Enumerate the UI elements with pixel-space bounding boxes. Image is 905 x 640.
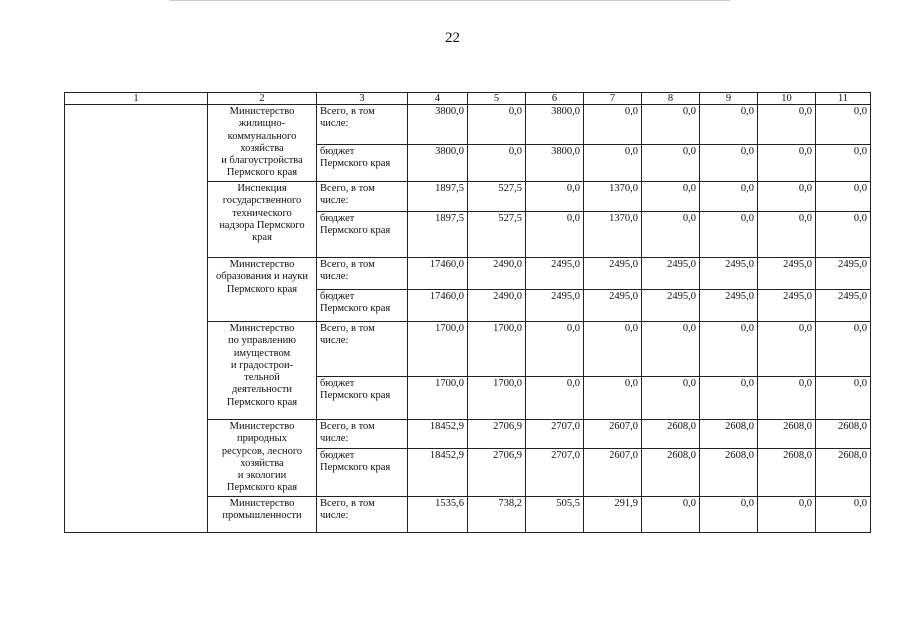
- column-header-7: 7: [584, 93, 642, 105]
- value-cell-col-7: 291,9: [584, 496, 642, 532]
- value-cell-col-10: 0,0: [758, 496, 816, 532]
- column-header-11: 11: [816, 93, 871, 105]
- value-cell-col-8: 2608,0: [642, 449, 700, 497]
- funding-type-cell: бюджет Пермского края: [317, 145, 408, 182]
- value-cell-col-8: 0,0: [642, 496, 700, 532]
- organization-name-line: Министерство: [229, 497, 295, 509]
- organization-name-cell: [208, 496, 317, 532]
- value-cell-col-7: 0,0: [584, 145, 642, 182]
- organization-name-line: промышленности: [222, 510, 302, 522]
- value-cell-col-4: 17460,0: [408, 290, 468, 322]
- organization-name-line: и благоустройства: [221, 155, 303, 167]
- value-cell-col-5: 1700,0: [468, 377, 526, 420]
- value-cell-col-4: 1897,5: [408, 212, 468, 258]
- organization-name-line: природных: [237, 433, 287, 445]
- organization-name-line: по управлению: [227, 335, 297, 347]
- value-cell-col-10: 0,0: [758, 105, 816, 145]
- value-cell-col-6: 2707,0: [526, 420, 584, 449]
- organization-name-line: Пермского края: [226, 167, 298, 179]
- organization-name-line: Министерство: [229, 421, 295, 432]
- column-header-4: 4: [408, 93, 468, 105]
- value-cell-col-4: 1897,5: [408, 182, 468, 212]
- value-cell-col-5: 527,5: [468, 182, 526, 212]
- value-cell-col-11: 0,0: [816, 145, 871, 182]
- value-cell-col-9: 0,0: [700, 105, 758, 145]
- value-cell-col-11: 0,0: [816, 496, 871, 532]
- value-cell-col-7: 0,0: [584, 105, 642, 145]
- organization-name-cell: [208, 258, 317, 322]
- organization-name-line: Инспекция: [237, 183, 287, 194]
- value-cell-col-8: 0,0: [642, 182, 700, 212]
- value-cell-col-6: 0,0: [526, 322, 584, 377]
- organization-name-line: государственного: [222, 195, 302, 207]
- column-header-10: 10: [758, 93, 816, 105]
- value-cell-col-5: 0,0: [468, 105, 526, 145]
- organization-name-cell: [208, 182, 317, 258]
- value-cell-col-11: 0,0: [816, 212, 871, 258]
- organization-name-line: хозяйства: [240, 457, 284, 469]
- value-cell-col-11: 0,0: [816, 182, 871, 212]
- value-cell-col-8: 2495,0: [642, 258, 700, 290]
- value-cell-col-9: 2495,0: [700, 290, 758, 322]
- organization-name-line: коммунального: [227, 130, 297, 142]
- column-header-2: 2: [208, 93, 317, 105]
- table-row: [65, 105, 871, 145]
- value-cell-col-4: 3800,0: [408, 105, 468, 145]
- value-cell-col-6: 505,5: [526, 496, 584, 532]
- value-cell-col-5: 1700,0: [468, 322, 526, 377]
- value-cell-col-10: 2608,0: [758, 449, 816, 497]
- column-header-3: 3: [317, 93, 408, 105]
- value-cell-col-10: 0,0: [758, 212, 816, 258]
- funding-type-cell: Всего, в том числе:: [317, 105, 408, 145]
- organization-name-line: Пермского края: [226, 482, 298, 494]
- value-cell-col-9: 0,0: [700, 496, 758, 532]
- organization-name-line: тельной: [244, 372, 280, 384]
- funding-type-cell: бюджет Пермского края: [317, 212, 408, 258]
- organization-name-line: и экологии: [237, 470, 287, 482]
- value-cell-col-8: 0,0: [642, 105, 700, 145]
- value-cell-col-10: 0,0: [758, 182, 816, 212]
- value-cell-col-4: 1700,0: [408, 322, 468, 377]
- value-cell-col-8: 2495,0: [642, 290, 700, 322]
- organization-name-line: ресурсов, лесного: [221, 445, 303, 457]
- column-1-cell: [65, 105, 208, 533]
- value-cell-col-6: 0,0: [526, 212, 584, 258]
- page-number: 22: [445, 30, 460, 46]
- value-cell-col-5: 2490,0: [468, 258, 526, 290]
- organization-name-cell: [208, 322, 317, 420]
- value-cell-col-6: 3800,0: [526, 105, 584, 145]
- value-cell-col-6: 0,0: [526, 182, 584, 212]
- value-cell-col-4: 18452,9: [408, 420, 468, 449]
- funding-type-cell: Всего, в том числе:: [317, 182, 408, 212]
- value-cell-col-7: 2607,0: [584, 420, 642, 449]
- value-cell-col-11: 2608,0: [816, 449, 871, 497]
- organization-name-line: хозяйства: [240, 142, 284, 154]
- value-cell-col-9: 2495,0: [700, 258, 758, 290]
- value-cell-col-8: 0,0: [642, 322, 700, 377]
- organization-name-line: жилищно-: [238, 118, 286, 130]
- value-cell-col-5: 0,0: [468, 145, 526, 182]
- value-cell-col-5: 2706,9: [468, 449, 526, 497]
- value-cell-col-6: 2707,0: [526, 449, 584, 497]
- value-cell-col-8: 0,0: [642, 145, 700, 182]
- organization-name-line: края: [252, 232, 272, 244]
- value-cell-col-9: 0,0: [700, 182, 758, 212]
- value-cell-col-11: 0,0: [816, 377, 871, 420]
- value-cell-col-7: 2495,0: [584, 258, 642, 290]
- budget-table: [64, 92, 871, 533]
- organization-name-line: Министерство: [229, 106, 295, 117]
- value-cell-col-7: 0,0: [584, 322, 642, 377]
- value-cell-col-7: 1370,0: [584, 182, 642, 212]
- organization-name-line: Министерство: [229, 259, 295, 270]
- organization-name-line: Пермского края: [226, 283, 298, 295]
- value-cell-col-9: 0,0: [700, 145, 758, 182]
- value-cell-col-7: 2495,0: [584, 290, 642, 322]
- value-cell-col-6: 0,0: [526, 377, 584, 420]
- value-cell-col-10: 0,0: [758, 322, 816, 377]
- funding-type-cell: Всего, в том числе:: [317, 420, 408, 449]
- value-cell-col-11: 0,0: [816, 105, 871, 145]
- column-header-1: 1: [65, 93, 208, 105]
- value-cell-col-6: 2495,0: [526, 290, 584, 322]
- organization-name-cell: [208, 420, 317, 497]
- value-cell-col-4: 3800,0: [408, 145, 468, 182]
- value-cell-col-4: 17460,0: [408, 258, 468, 290]
- value-cell-col-11: 2495,0: [816, 258, 871, 290]
- funding-type-cell: бюджет Пермского края: [317, 449, 408, 497]
- organization-name-line: Министерство: [229, 323, 295, 334]
- value-cell-col-7: 2607,0: [584, 449, 642, 497]
- value-cell-col-10: 0,0: [758, 145, 816, 182]
- value-cell-col-5: 2490,0: [468, 290, 526, 322]
- value-cell-col-9: 0,0: [700, 322, 758, 377]
- value-cell-col-10: 2495,0: [758, 258, 816, 290]
- column-header-9: 9: [700, 93, 758, 105]
- funding-type-cell: бюджет Пермского края: [317, 290, 408, 322]
- value-cell-col-10: 2608,0: [758, 420, 816, 449]
- organization-name-line: деятельности: [231, 384, 293, 396]
- organization-name-line: имуществом: [233, 347, 291, 359]
- funding-type-cell: Всего, в том числе:: [317, 322, 408, 377]
- value-cell-col-5: 2706,9: [468, 420, 526, 449]
- funding-type-cell: Всего, в том числе:: [317, 258, 408, 290]
- column-header-5: 5: [468, 93, 526, 105]
- organization-name-line: образования и науки: [216, 271, 308, 283]
- funding-type-cell: Всего, в том числе:: [317, 496, 408, 532]
- value-cell-col-8: 2608,0: [642, 420, 700, 449]
- column-header-8: 8: [642, 93, 700, 105]
- value-cell-col-10: 0,0: [758, 377, 816, 420]
- organization-name-line: надзора Пермского: [219, 219, 305, 231]
- value-cell-col-5: 738,2: [468, 496, 526, 532]
- value-cell-col-4: 18452,9: [408, 449, 468, 497]
- value-cell-col-11: 2608,0: [816, 420, 871, 449]
- column-number-header-row: [65, 93, 871, 105]
- value-cell-col-4: 1700,0: [408, 377, 468, 420]
- page-top-edge: [170, 0, 730, 1]
- value-cell-col-9: 2608,0: [700, 420, 758, 449]
- value-cell-col-4: 1535,6: [408, 496, 468, 532]
- organization-name-line: Пермского края: [226, 396, 298, 408]
- value-cell-col-6: 2495,0: [526, 258, 584, 290]
- value-cell-col-11: 2495,0: [816, 290, 871, 322]
- value-cell-col-7: 1370,0: [584, 212, 642, 258]
- value-cell-col-11: 0,0: [816, 322, 871, 377]
- organization-name-line: технического: [232, 207, 292, 219]
- value-cell-col-7: 0,0: [584, 377, 642, 420]
- table-body: [65, 105, 871, 533]
- value-cell-col-9: 0,0: [700, 212, 758, 258]
- organization-name-line: и градострои-: [230, 359, 294, 371]
- value-cell-col-5: 527,5: [468, 212, 526, 258]
- value-cell-col-6: 3800,0: [526, 145, 584, 182]
- value-cell-col-9: 2608,0: [700, 449, 758, 497]
- value-cell-col-8: 0,0: [642, 212, 700, 258]
- organization-name-cell: [208, 105, 317, 182]
- funding-type-cell: бюджет Пермского края: [317, 377, 408, 420]
- value-cell-col-8: 0,0: [642, 377, 700, 420]
- value-cell-col-10: 2495,0: [758, 290, 816, 322]
- column-header-6: 6: [526, 93, 584, 105]
- value-cell-col-9: 0,0: [700, 377, 758, 420]
